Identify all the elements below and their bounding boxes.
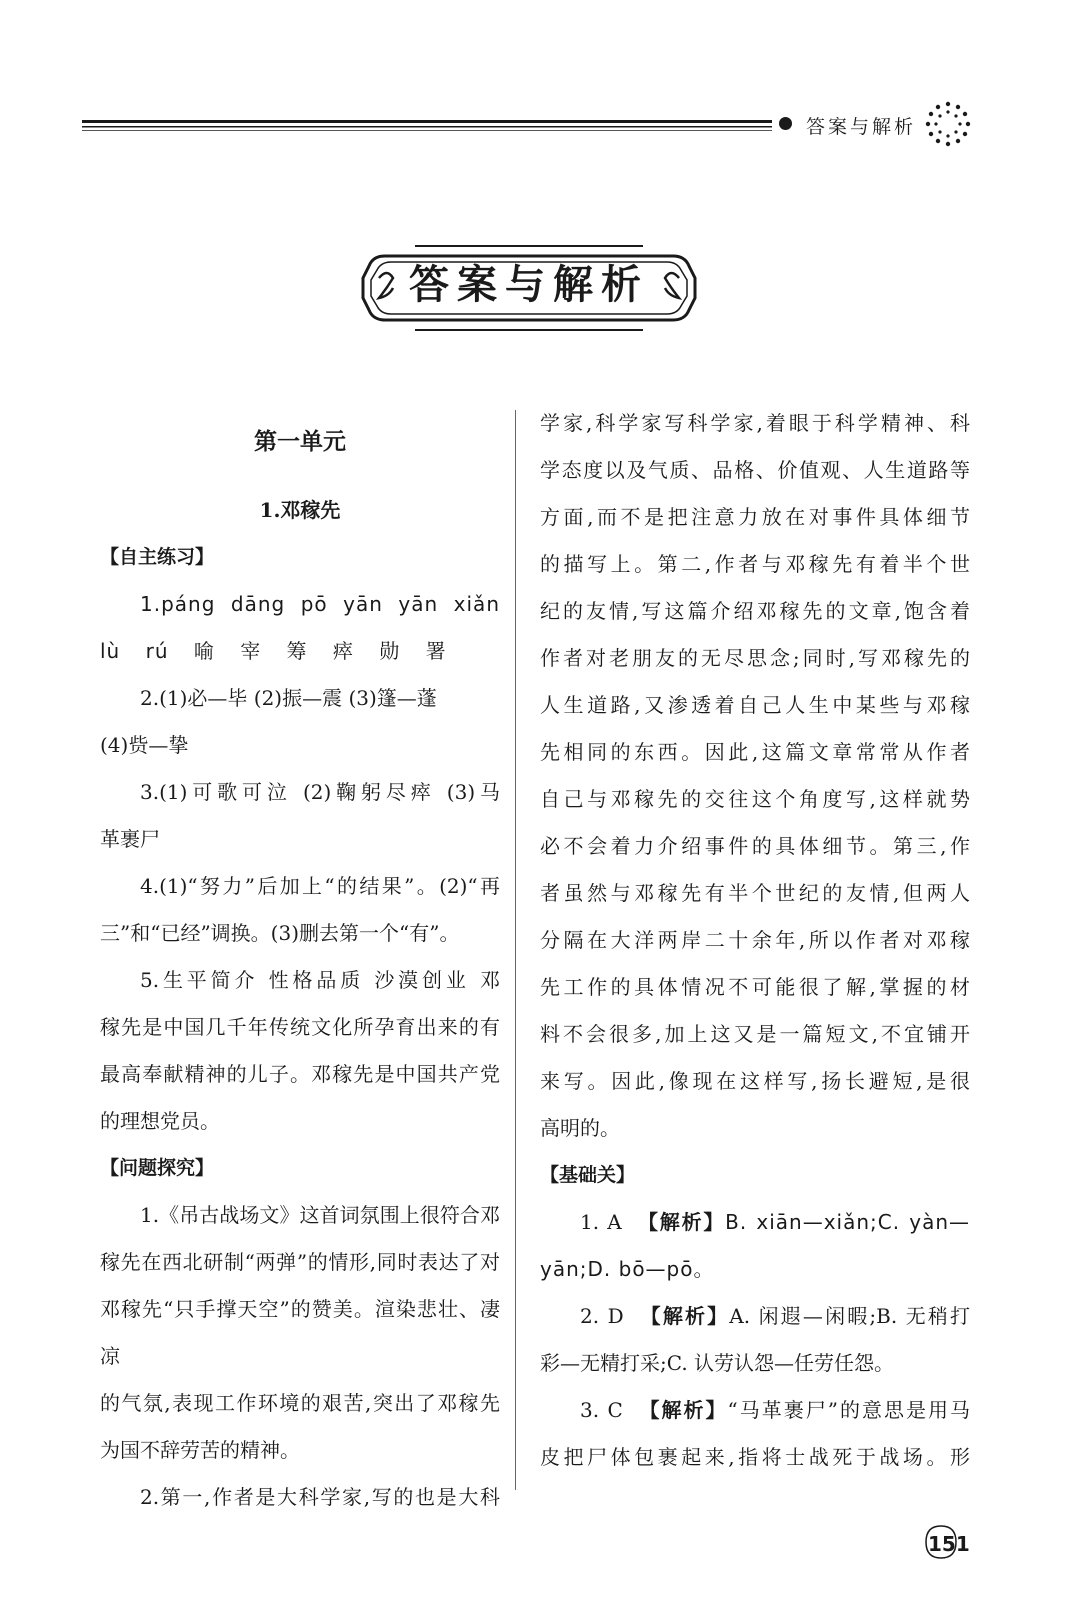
answer-line: 学态度以及气质、品格、价值观、人生道路等 [540, 458, 970, 482]
lesson-title: 1.邓稼先 [259, 498, 341, 522]
analysis-tag: 【解析】 [639, 1398, 728, 1422]
column-divider [515, 410, 516, 1490]
answer-line: 1.《吊古战场文》这首词氛围上很符合邓 [140, 1203, 500, 1227]
analysis-text: B. xiān—xiǎn;C. yàn— [725, 1210, 971, 1234]
answer-line: 4.(1)“努力”后加上“的结果”。(2)“再 [140, 874, 500, 898]
answer-line: yān;D. bō—pō。 [540, 1257, 715, 1281]
answer-line: lù rú 喻 宰 筹 瘁 勋 署 [100, 639, 447, 663]
left-column [100, 418, 500, 1521]
answer-line [540, 1387, 970, 1434]
answer-line: 人生道路,又渗透着自己人生中某些与邓稼 [540, 693, 970, 717]
answer-line: (4)赀—挚 [100, 733, 189, 757]
analysis-text: A. 闲遐—闲暇;B. 无稍打 [729, 1304, 971, 1328]
answer-line: 2.第一,作者是大科学家,写的也是大科 [140, 1485, 500, 1509]
header-bullet [779, 117, 792, 130]
answer-line: 先工作的具体情况不可能很了解,掌握的材 [540, 975, 970, 999]
answer-number: 2. D [580, 1304, 624, 1328]
answer-line: 的气氛,表现工作环境的艰苦,突出了邓稼先 [100, 1391, 500, 1415]
answer-line: 作者对老朋友的无尽思念;同时,写邓稼先的 [540, 646, 970, 670]
answer-line: 高明的。 [540, 1116, 620, 1140]
answer-line: 5.生平简介 性格品质 沙漠创业 邓 [140, 968, 500, 992]
answer-line: 3.(1)可歌可泣 (2)鞠躬尽瘁 (3)马 [140, 780, 500, 804]
answer-line: 方面,而不是把注意力放在对事件具体细节 [540, 505, 970, 529]
answer-line: 皮把尸体包裹起来,指将士战死于战场。形 [540, 1445, 970, 1469]
header-rule [82, 120, 772, 132]
answer-line: 纪的友情,写这篇介绍邓稼先的文章,饱含着 [540, 599, 970, 623]
answer-line: 先相同的东西。因此,这篇文章常常从作者 [540, 740, 970, 764]
banner-title: 答案与解析 [409, 262, 649, 308]
unit-title: 第一单元 [254, 428, 346, 455]
answer-line: 者虽然与邓稼先有半个世纪的友情,但两人 [540, 881, 970, 905]
answer-line [540, 1199, 970, 1246]
answer-line: 的描写上。第二,作者与邓稼先有着半个世 [540, 552, 970, 576]
answer-line: 来写。因此,像现在这样写,扬长避短,是很 [540, 1069, 970, 1093]
answer-line: 1.páng dāng pō yān yān xiǎn [140, 592, 500, 616]
answer-line: 学家,科学家写科学家,着眼于科学精神、科 [540, 411, 970, 435]
section-heading-basics: 【基础关】 [540, 1164, 636, 1186]
header-title: 答案与解析 [806, 116, 917, 138]
right-column [540, 400, 970, 1481]
answer-line: 稼先是中国几千年传统文化所孕育出来的有 [100, 1015, 500, 1039]
answer-line: 的理想党员。 [100, 1109, 220, 1133]
answer-line [540, 1293, 970, 1340]
analysis-tag: 【解析】 [637, 1210, 726, 1234]
answer-line: 2.(1)必—毕 (2)振—震 (3)篷—蓬 [140, 686, 437, 710]
answer-line: 稼先在西北研制“两弹”的情形,同时表达了对 [100, 1250, 500, 1274]
answer-line: 自己与邓稼先的交往这个角度写,这样就势 [540, 787, 970, 811]
page-number: 151 [928, 1532, 970, 1556]
analysis-text: “马革裹尸”的意思是用马 [727, 1398, 971, 1422]
analysis-tag: 【解析】 [640, 1304, 730, 1328]
answer-line: 彩—无精打采;C. 认劳认怨—任劳任怨。 [540, 1351, 895, 1375]
dotted-circle-ornament-icon [924, 100, 972, 148]
answer-number: 1. A [580, 1210, 622, 1234]
answer-number: 3. C [580, 1398, 623, 1422]
answer-line: 邓稼先“只手撑天空”的赞美。渲染悲壮、凄凉 [100, 1297, 500, 1368]
answer-line: 分隔在大洋两岸二十余年,所以作者对邓稼 [540, 928, 970, 952]
section-heading-explore: 【问题探究】 [100, 1157, 215, 1179]
answer-line: 料不会很多,加上这又是一篇短文,不宜铺开 [540, 1022, 970, 1046]
answer-line: 必不会着力介绍事件的具体细节。第三,作 [540, 834, 970, 858]
answer-line: 三”和“已经”调换。(3)删去第一个“有”。 [100, 921, 460, 945]
answer-line: 革裹尸 [100, 827, 160, 851]
section-heading-practice: 【自主练习】 [100, 546, 215, 568]
answer-line: 为国不辞劳苦的精神。 [100, 1438, 300, 1462]
answer-line: 最高奉献精神的儿子。邓稼先是中国共产党 [100, 1062, 500, 1086]
